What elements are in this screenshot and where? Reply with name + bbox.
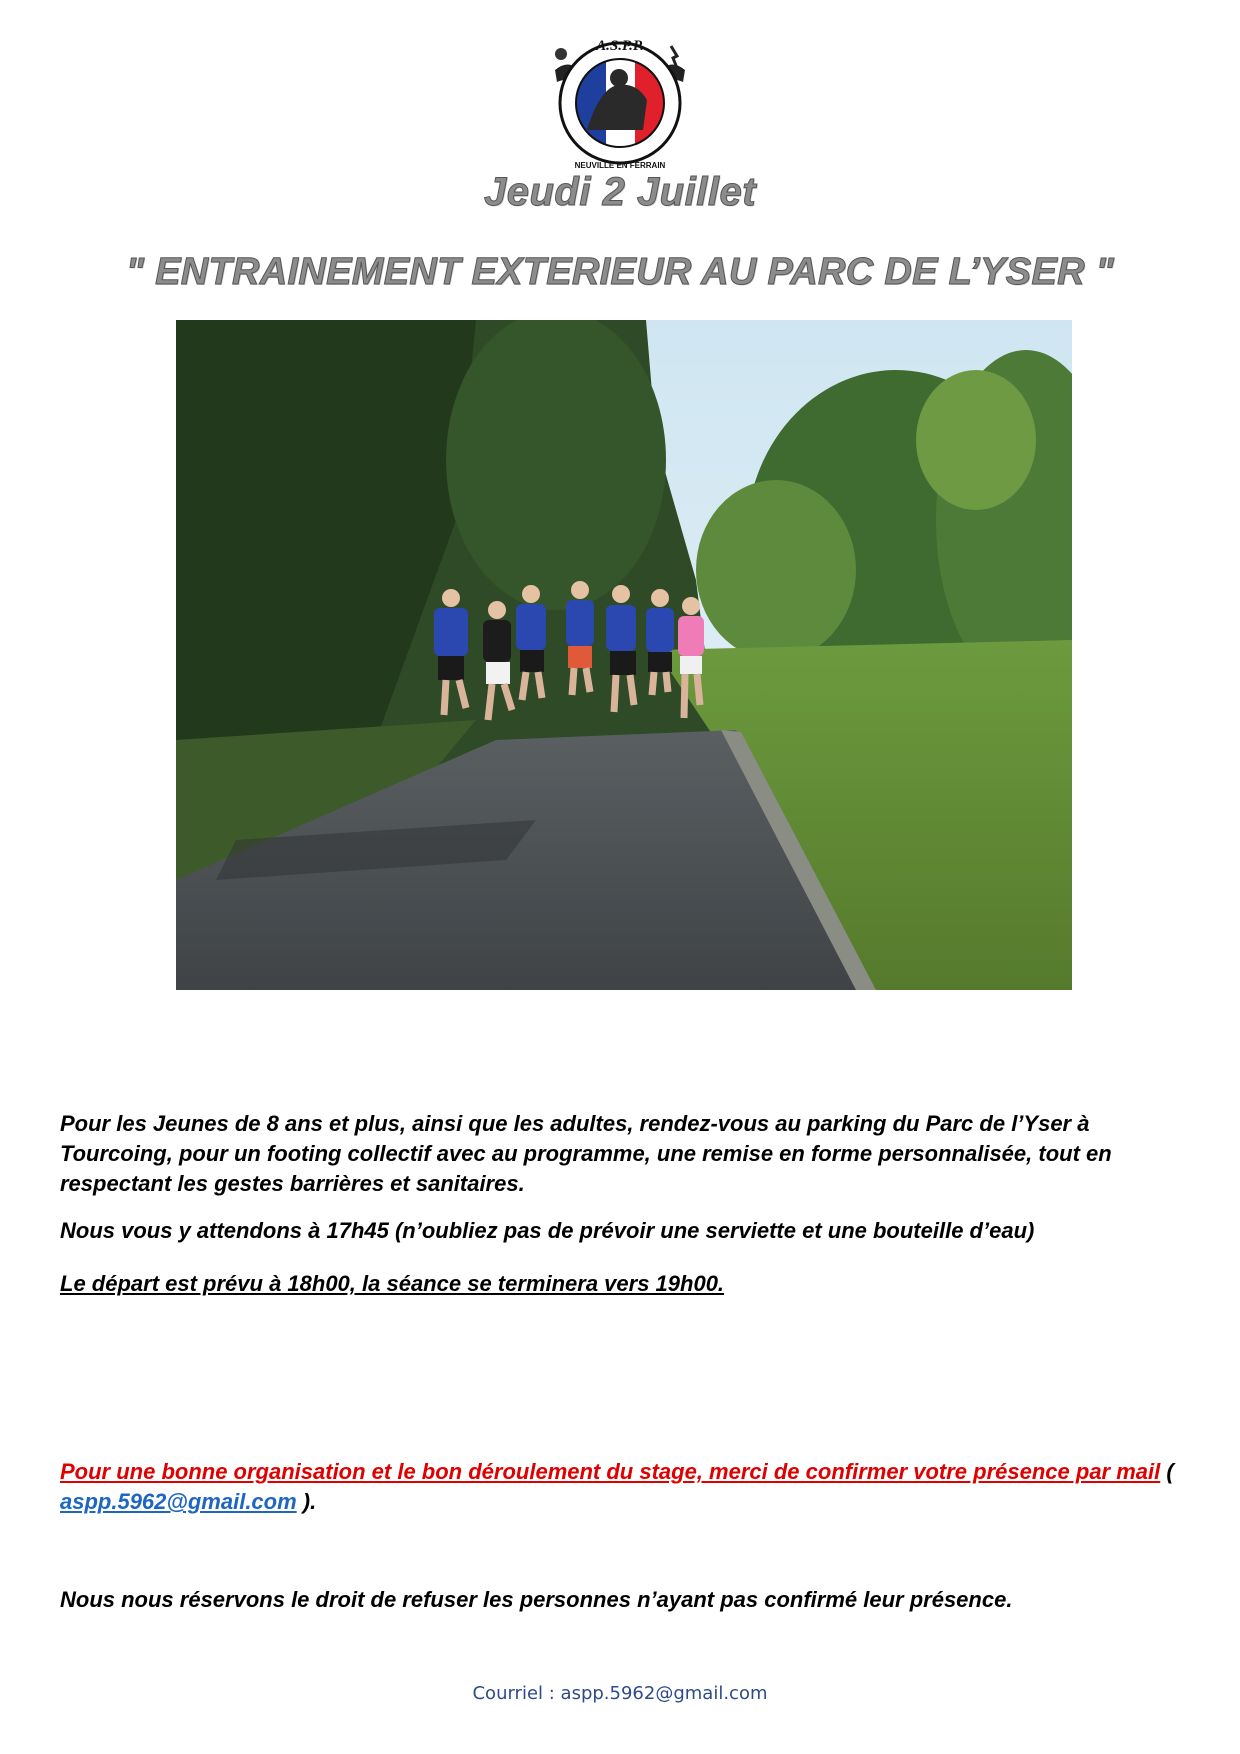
meeting-time-paragraph: Nous vous y attendons à 17h45 (n’oubliez pas de prévoir une serviette et une bouteille d’eau) — [60, 1218, 1035, 1243]
footer-email: Courriel : aspp.5962@gmail.com — [472, 1683, 768, 1704]
club-logo — [547, 30, 693, 176]
paren-close: ). — [296, 1489, 317, 1514]
confirmation-text: Pour une bonne organisation et le bon déroulement du stage, merci de confirmer votre présence par mail — [60, 1459, 1161, 1484]
park-footing-photo — [176, 320, 1072, 990]
email-link[interactable]: aspp.5962@gmail.com — [60, 1489, 297, 1514]
reservation-paragraph: Nous nous réservons le droit de refuser les personnes n’ayant pas confirmé leur présence. — [60, 1587, 1013, 1612]
schedule-paragraph: Le départ est prévu à 18h00, la séance se terminera vers 19h00. — [60, 1271, 725, 1296]
logo-title: A.S.P.P. — [596, 38, 644, 54]
event-title: " ENTRAINEMENT EXTERIEUR AU PARC DE L’YSER " — [125, 251, 1115, 293]
logo-subtitle: NEUVILLE EN FERRAIN — [574, 161, 666, 170]
paren-open: ( — [1160, 1459, 1174, 1484]
info-paragraph: Pour les Jeunes de 8 ans et plus, ainsi que les adultes, rendez-vous au parking du Parc de l’Yser à Tourcoing, pour un footing collectif avec au programme, une remise en forme personnalisée, tout en respectant les gestes barrières et sanitaires. — [60, 1111, 1112, 1196]
date-title: Jeudi 2 Juillet — [483, 170, 757, 214]
confirmation-paragraph — [60, 1457, 1180, 1517]
